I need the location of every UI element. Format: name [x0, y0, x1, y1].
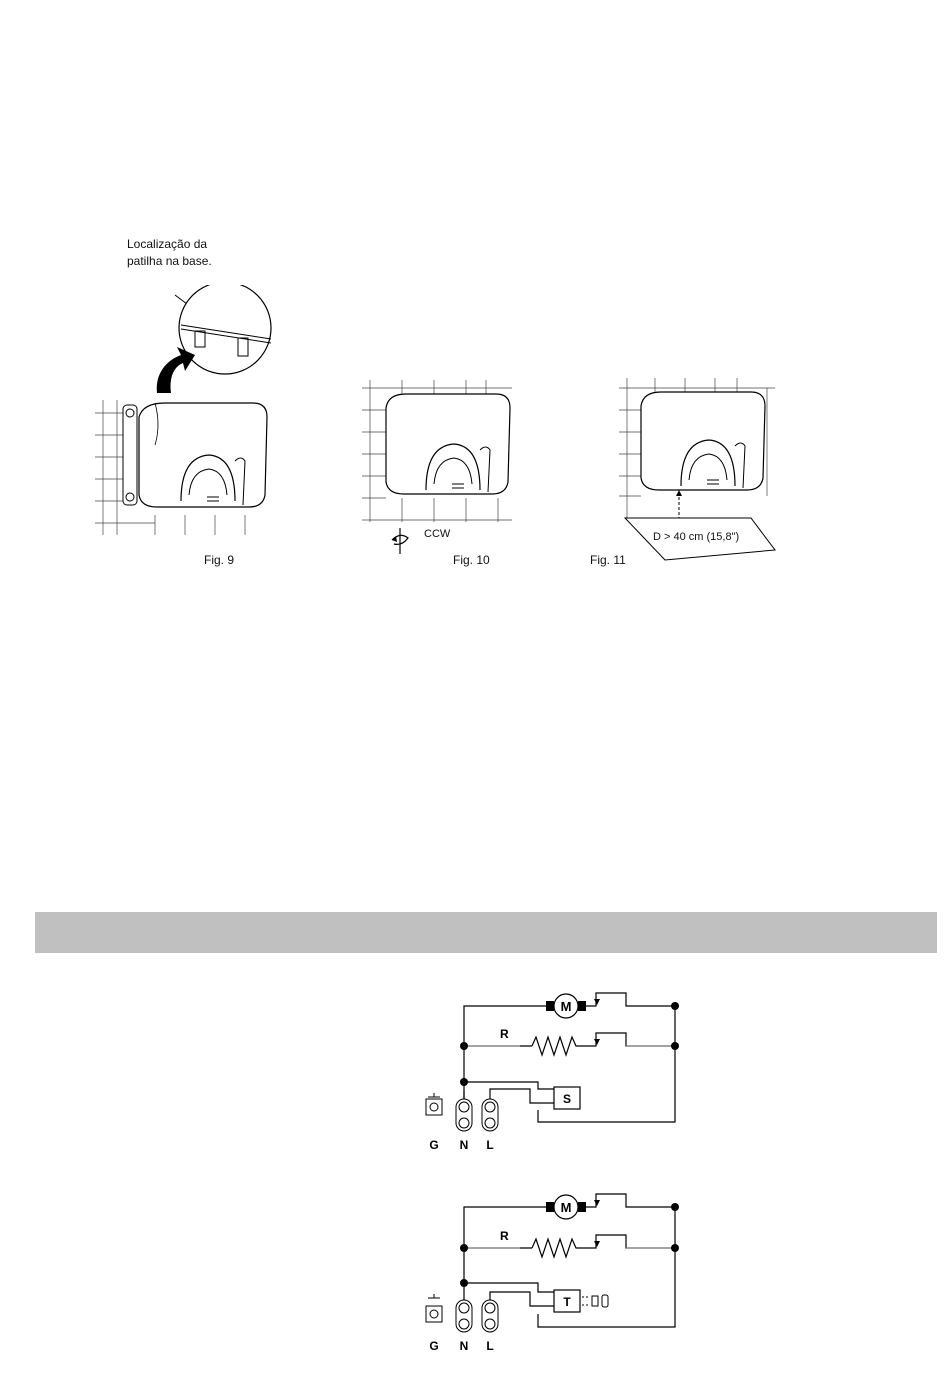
wiring1-terminal-l: L	[486, 1138, 494, 1152]
fig9-callout	[127, 236, 212, 270]
wiring2-terminal-n: N	[459, 1339, 469, 1353]
section-header-bar	[35, 912, 937, 953]
fig11-dryer-body	[641, 392, 765, 490]
fig9-mounting-base	[123, 405, 137, 505]
fig10-caption: Fig. 10	[453, 553, 490, 567]
fig10-ccw-label: CCW	[424, 528, 451, 540]
wiring2-timer-label: T	[563, 1295, 571, 1309]
fig9-dryer-body	[139, 403, 267, 507]
fig11-distance-label: D > 40 cm (15,8")	[653, 531, 740, 543]
wiring-diagram-1	[410, 985, 700, 1160]
fig9-callout-line1: Localização da	[127, 237, 208, 251]
fig11-caption: Fig. 11	[590, 553, 626, 567]
wiring1-terminal-block	[426, 1093, 498, 1131]
wiring1-switch-label: S	[562, 1092, 572, 1106]
wiring1-motor-symbol	[546, 994, 586, 1018]
wiring1-resistor-label: R	[500, 1027, 509, 1041]
fig9-magnifier	[179, 285, 271, 374]
wiring1-switch-box	[554, 1087, 580, 1109]
wiring2-resistor-label: R	[500, 1229, 509, 1243]
wiring1-terminal-n: N	[459, 1138, 469, 1152]
fig10-dryer-body	[386, 394, 510, 494]
fig9-caption: Fig. 9	[204, 553, 235, 567]
wiring1-motor-label: M	[560, 999, 572, 1014]
wiring2-timer-box	[554, 1290, 608, 1312]
wiring1-terminal-g: G	[429, 1138, 439, 1152]
wiring2-motor-symbol	[546, 1195, 586, 1219]
wiring2-terminal-block	[426, 1294, 498, 1332]
wiring-diagram-2	[410, 1186, 700, 1361]
fig9-illustration	[95, 285, 285, 545]
fig9-callout-line2: patilha na base.	[127, 254, 212, 268]
wiring2-motor-label: M	[560, 1200, 572, 1215]
fig9-curved-arrow	[157, 347, 195, 393]
wiring2-terminal-l: L	[486, 1339, 494, 1353]
wiring2-terminal-g: G	[429, 1339, 439, 1353]
ccw-rotation-icon	[392, 528, 408, 554]
